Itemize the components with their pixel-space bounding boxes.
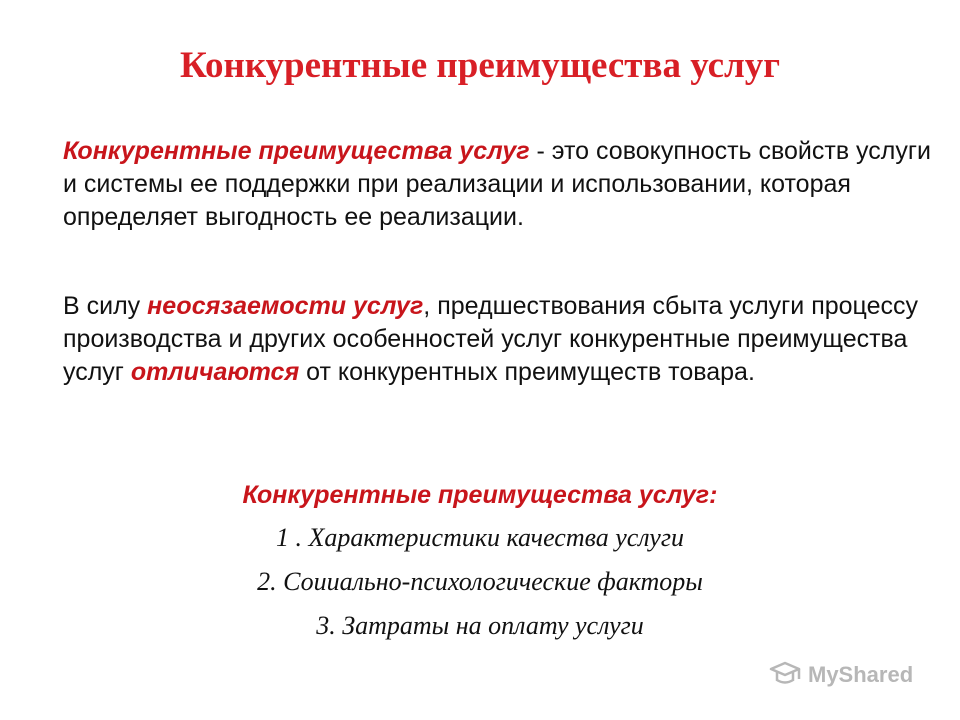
definition-term: Конкурентные преимущества услуг <box>63 137 530 165</box>
explanation-suffix: от конкурентных преимуществ товара. <box>299 358 755 386</box>
advantages-list <box>0 474 960 648</box>
list-item-1: 1 . Характеристики качества услуги <box>276 523 684 552</box>
definition-text: - это совокупность свойств услуги и системы ее поддержки при реализации и использовании, которая определяет выгодность ее реализации. <box>63 137 931 231</box>
mortarboard-icon <box>768 660 802 690</box>
watermark-logo <box>768 658 913 692</box>
list-heading: Конкурентные преимущества услуг: <box>242 481 718 509</box>
list-item-3: 3. Затраты на оплату услуги <box>316 611 644 640</box>
definition-paragraph <box>63 135 933 234</box>
list-item-2: 2. Соииально-психологические факторы <box>257 567 703 596</box>
highlight-intangibility: неосязаемости услуг <box>147 292 424 320</box>
slide-title: Конкурентные преимущества услуг <box>179 45 781 86</box>
explanation-paragraph <box>63 290 933 389</box>
watermark-text: MyShared <box>808 662 914 687</box>
explanation-middle: , предшествования сбыта услуги процессу производства и других особенностей услуг конкурентные преимущества услуг <box>63 292 918 386</box>
explanation-prefix: В силу <box>63 292 148 320</box>
highlight-differ: отличаются <box>130 358 300 386</box>
